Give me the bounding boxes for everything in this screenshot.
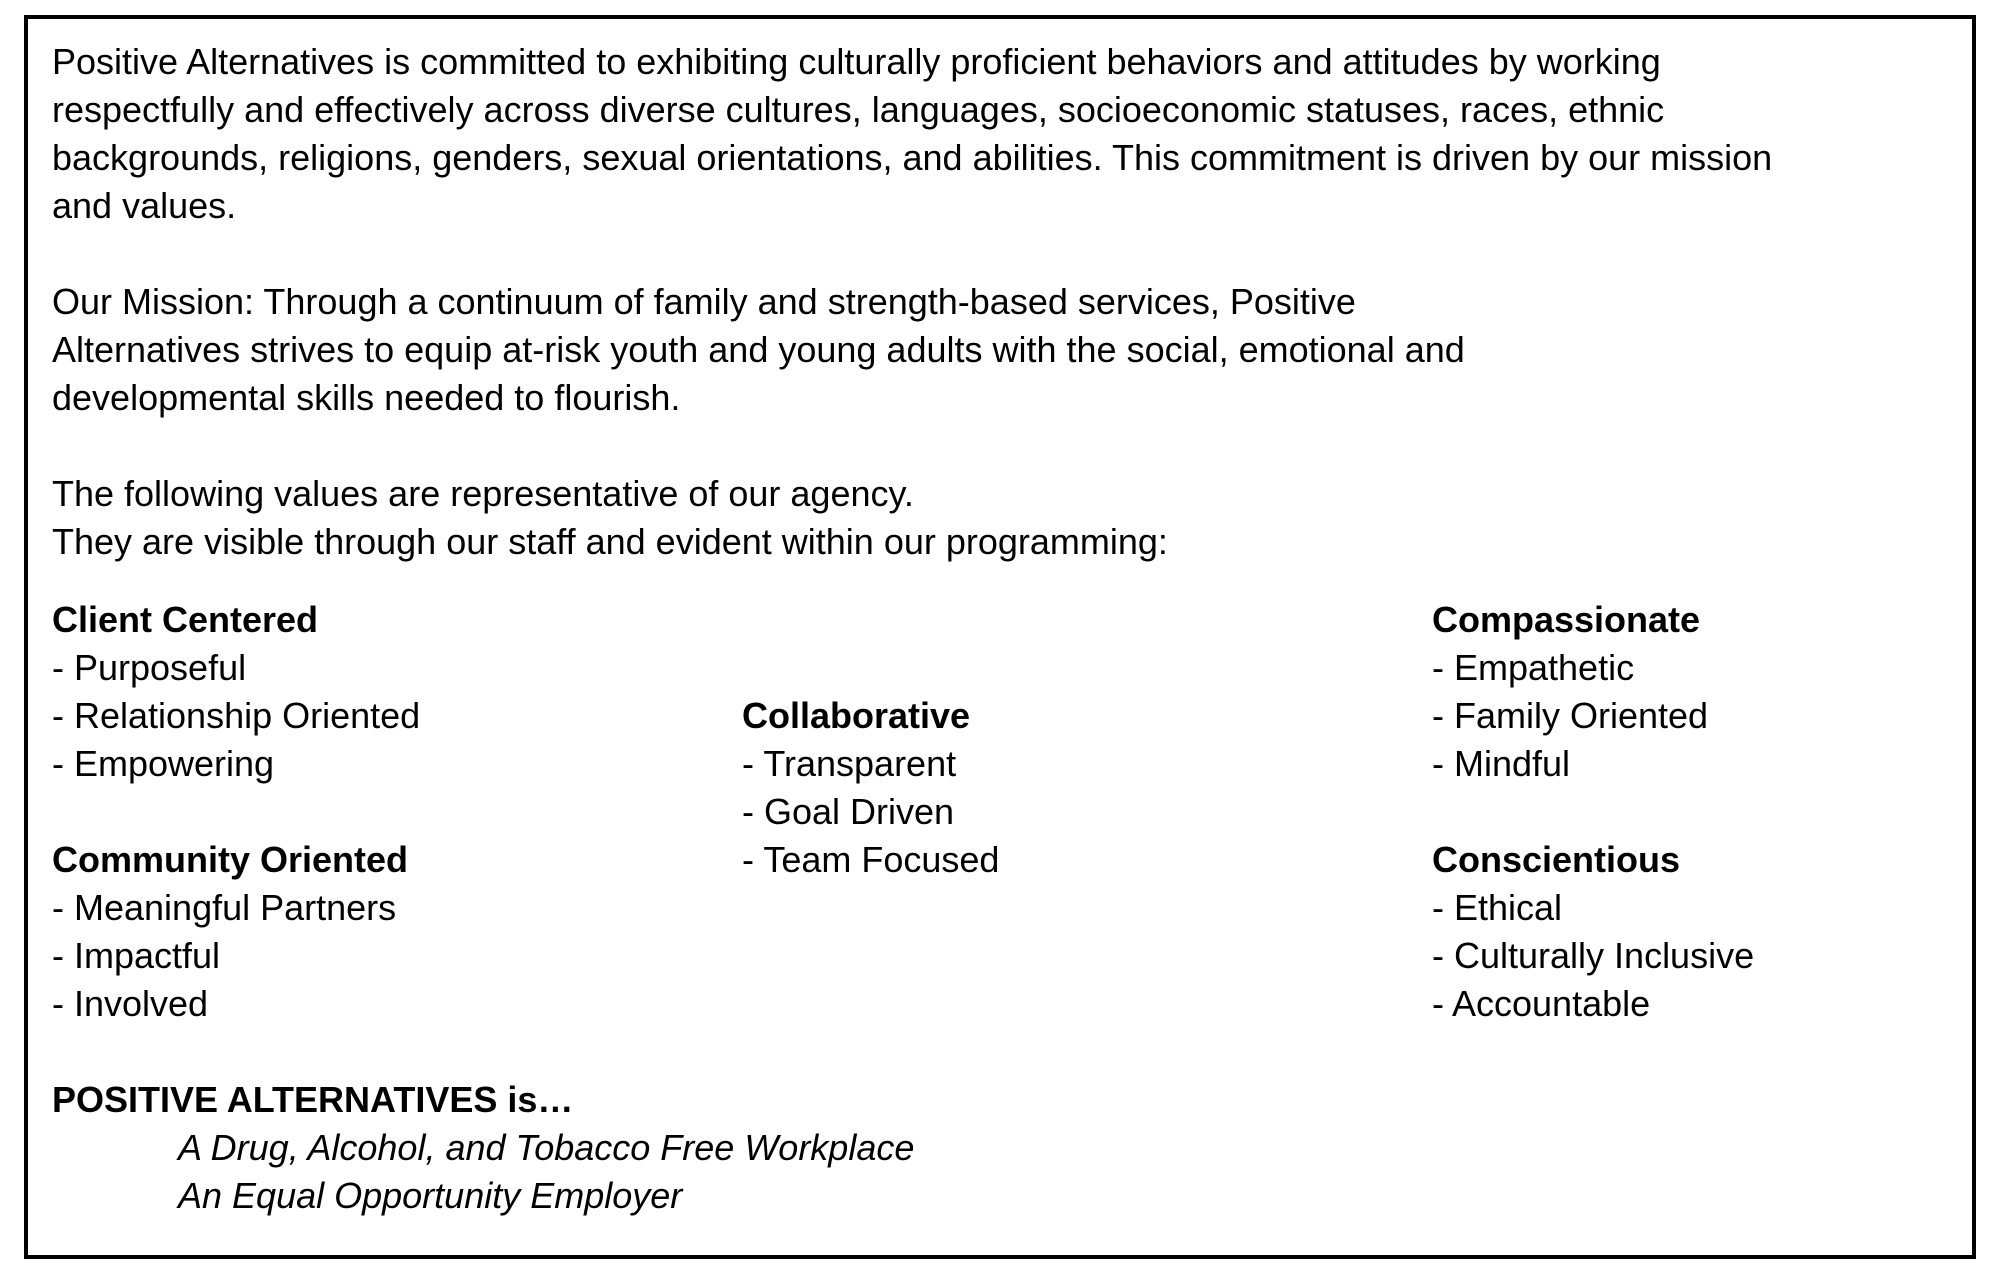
value-item: - Accountable — [1432, 983, 1651, 1024]
mission-line: Alternatives strives to equip at-risk youth and young adults with the social, emotional and — [52, 329, 1465, 370]
value-group-community-oriented — [52, 836, 692, 1028]
mission-line: Our Mission: Through a continuum of family and strength-based services, Positive — [52, 281, 1356, 322]
value-item: - Purposeful — [52, 647, 247, 688]
intro-paragraph — [52, 38, 1942, 230]
footer-line: An Equal Opportunity Employer — [178, 1175, 683, 1216]
value-group-title: Compassionate — [1432, 599, 1701, 640]
mission-line: developmental skills needed to flourish. — [52, 377, 681, 418]
spacer — [52, 422, 1942, 470]
intro-full-text — [0, 0, 1, 1]
value-item: - Transparent — [742, 743, 957, 784]
value-item: - Meaningful Partners — [52, 887, 397, 928]
value-group-conscientious — [1432, 836, 1991, 1028]
values-intro-line: The following values are representative of our agency. — [52, 473, 914, 514]
value-item: - Family Oriented — [1432, 695, 1709, 736]
value-item: - Involved — [52, 983, 209, 1024]
value-group-collaborative — [742, 692, 1382, 884]
value-item: - Empathetic — [1432, 647, 1635, 688]
value-item: - Goal Driven — [742, 791, 955, 832]
value-item: - Relationship Oriented — [52, 695, 421, 736]
document-content — [52, 38, 1942, 1220]
values-intro-line: They are visible through our staff and evident within our programming: — [52, 521, 1168, 562]
values-grid — [52, 596, 1942, 1076]
values-intro-paragraph — [52, 470, 1942, 566]
footer-title: POSITIVE ALTERNATIVES is… — [52, 1079, 574, 1120]
intro-line: backgrounds, religions, genders, sexual orientations, and abilities. This commitment is driven by our mission — [52, 137, 1773, 178]
value-item: - Team Focused — [742, 839, 1000, 880]
value-item: - Mindful — [1432, 743, 1571, 784]
value-item: - Culturally Inclusive — [1432, 935, 1755, 976]
value-group-compassionate — [1432, 596, 1991, 788]
mission-paragraph — [52, 278, 1942, 422]
intro-line: Positive Alternatives is committed to exhibiting culturally proficient behaviors and attitudes by working — [52, 41, 1661, 82]
footer-section — [52, 1076, 1942, 1220]
value-group-title: Conscientious — [1432, 839, 1681, 880]
footer-line: A Drug, Alcohol, and Tobacco Free Workplace — [178, 1127, 915, 1168]
value-item: - Ethical — [1432, 887, 1563, 928]
value-group-client-centered — [52, 596, 692, 788]
value-group-title: Collaborative — [742, 695, 971, 736]
value-group-title: Client Centered — [52, 599, 319, 640]
intro-line: respectfully and effectively across diverse cultures, languages, socioeconomic statuses, races, ethnic — [52, 89, 1665, 130]
value-item: - Impactful — [52, 935, 221, 976]
value-item: - Empowering — [52, 743, 275, 784]
value-group-title: Community Oriented — [52, 839, 409, 880]
intro-line: and values. — [52, 185, 237, 226]
spacer — [52, 230, 1942, 278]
